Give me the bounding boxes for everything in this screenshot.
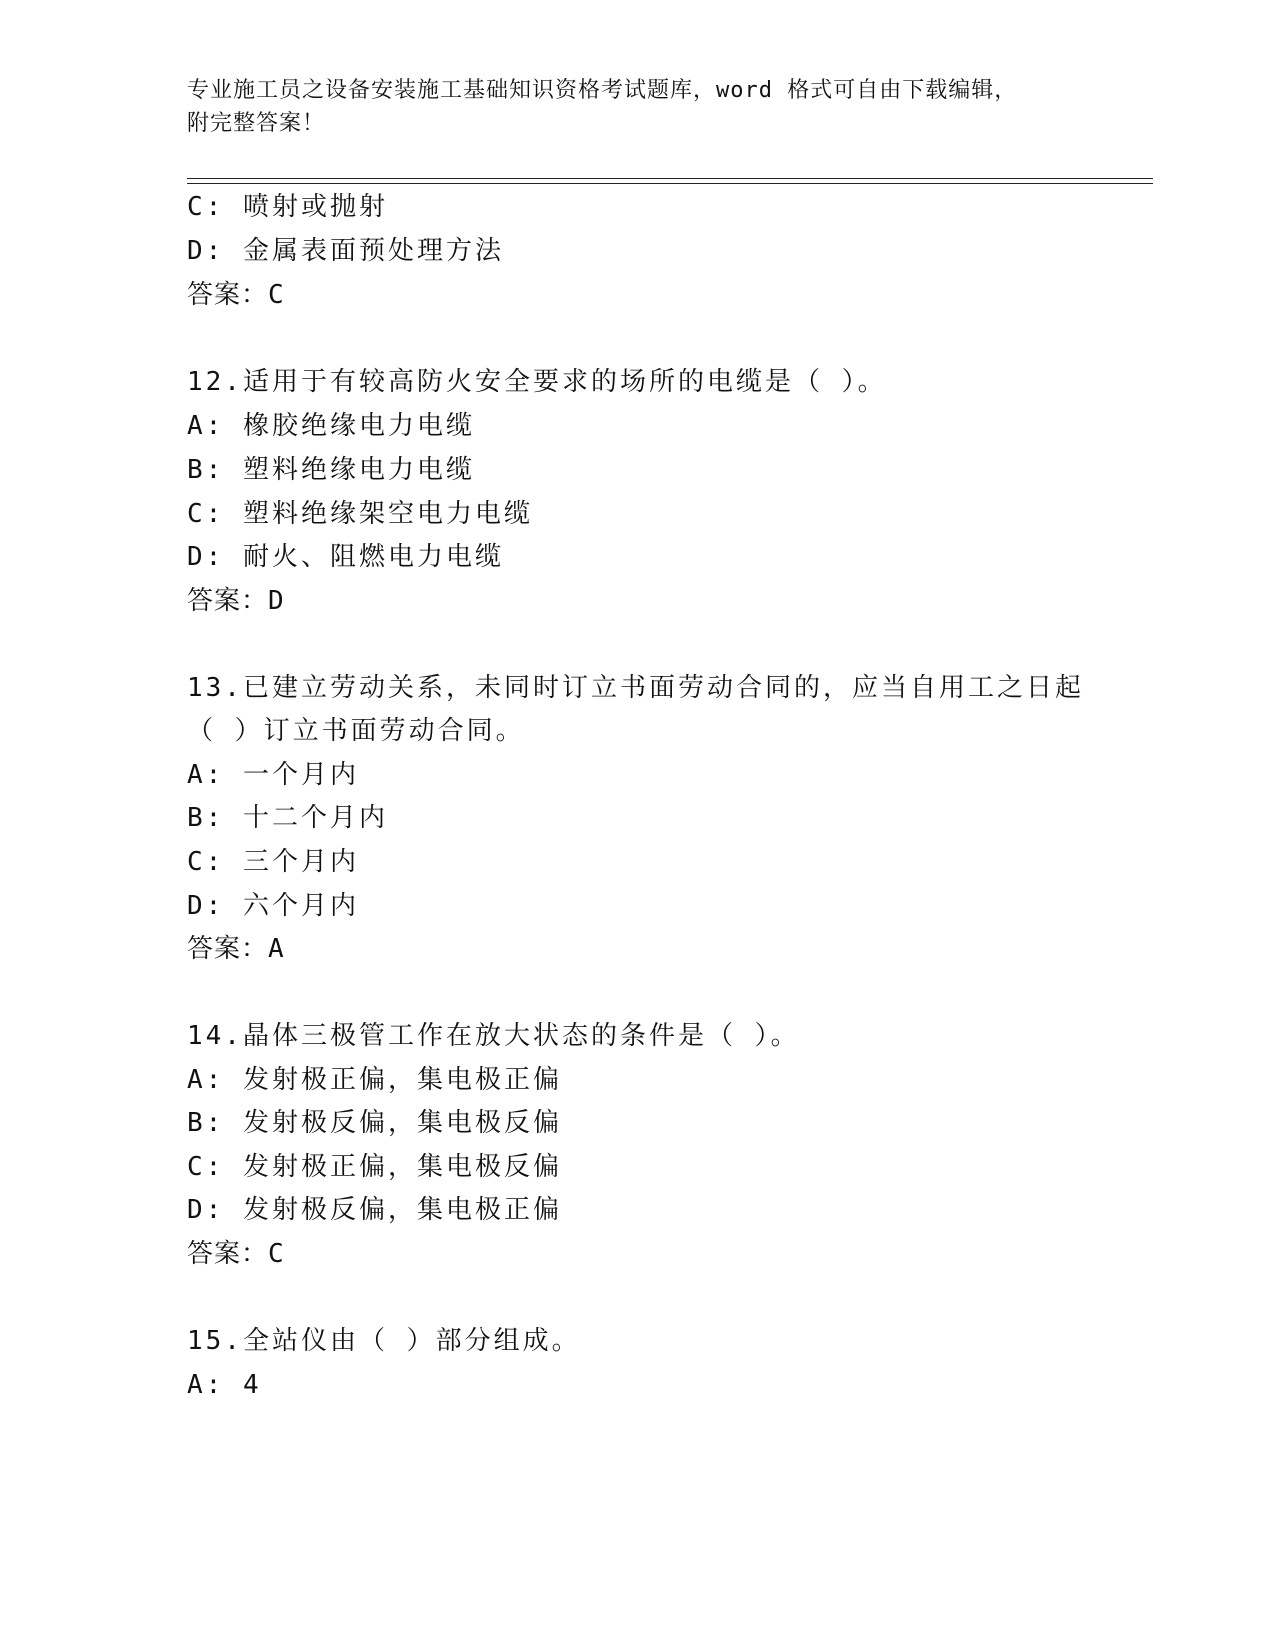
option-a: A: 一个月内: [187, 760, 359, 790]
header-divider-top: [187, 178, 1153, 179]
option-d: D: 金属表面预处理方法: [187, 236, 504, 266]
option-c: C: 喷射或抛射: [187, 192, 388, 222]
option-c: C: 发射极正偏，集电极反偏: [187, 1152, 562, 1182]
option-b: B: 发射极反偏，集电极反偏: [187, 1108, 562, 1138]
header-line-1: 专业施工员之设备安装施工基础知识资格考试题库，word 格式可自由下载编辑，: [187, 78, 1018, 103]
option-a: A: 4: [187, 1370, 262, 1400]
option-c: C: 塑料绝缘架空电力电缆: [187, 499, 533, 529]
question-stem: 13.已建立劳动关系，未同时订立书面劳动合同的，应当自用工之日起: [187, 673, 1084, 703]
answer: 答案：C: [187, 280, 285, 310]
option-d: D: 六个月内: [187, 891, 359, 921]
header-divider-bottom: [187, 183, 1153, 184]
option-d: D: 耐火、阻燃电力电缆: [187, 542, 504, 572]
answer: 答案：A: [187, 934, 285, 964]
option-b: B: 十二个月内: [187, 803, 388, 833]
option-a: A: 橡胶绝缘电力电缆: [187, 411, 475, 441]
header-line-2: 附完整答案！: [187, 111, 326, 136]
option-d: D: 发射极反偏，集电极正偏: [187, 1195, 562, 1225]
option-b: B: 塑料绝缘电力电缆: [187, 455, 475, 485]
question-stem: 12.适用于有较高防火安全要求的场所的电缆是（ ）。: [187, 367, 887, 397]
question-stem: 14.晶体三极管工作在放大状态的条件是（ ）。: [187, 1021, 800, 1051]
option-c: C: 三个月内: [187, 847, 359, 877]
question-stem-continued: （ ）订立书面劳动合同。: [187, 716, 525, 746]
question-stem: 15.全站仪由（ ）部分组成。: [187, 1326, 581, 1356]
answer: 答案：C: [187, 1239, 285, 1269]
option-a: A: 发射极正偏，集电极正偏: [187, 1065, 562, 1095]
answer: 答案：D: [187, 586, 285, 616]
document-header: [187, 74, 1087, 140]
